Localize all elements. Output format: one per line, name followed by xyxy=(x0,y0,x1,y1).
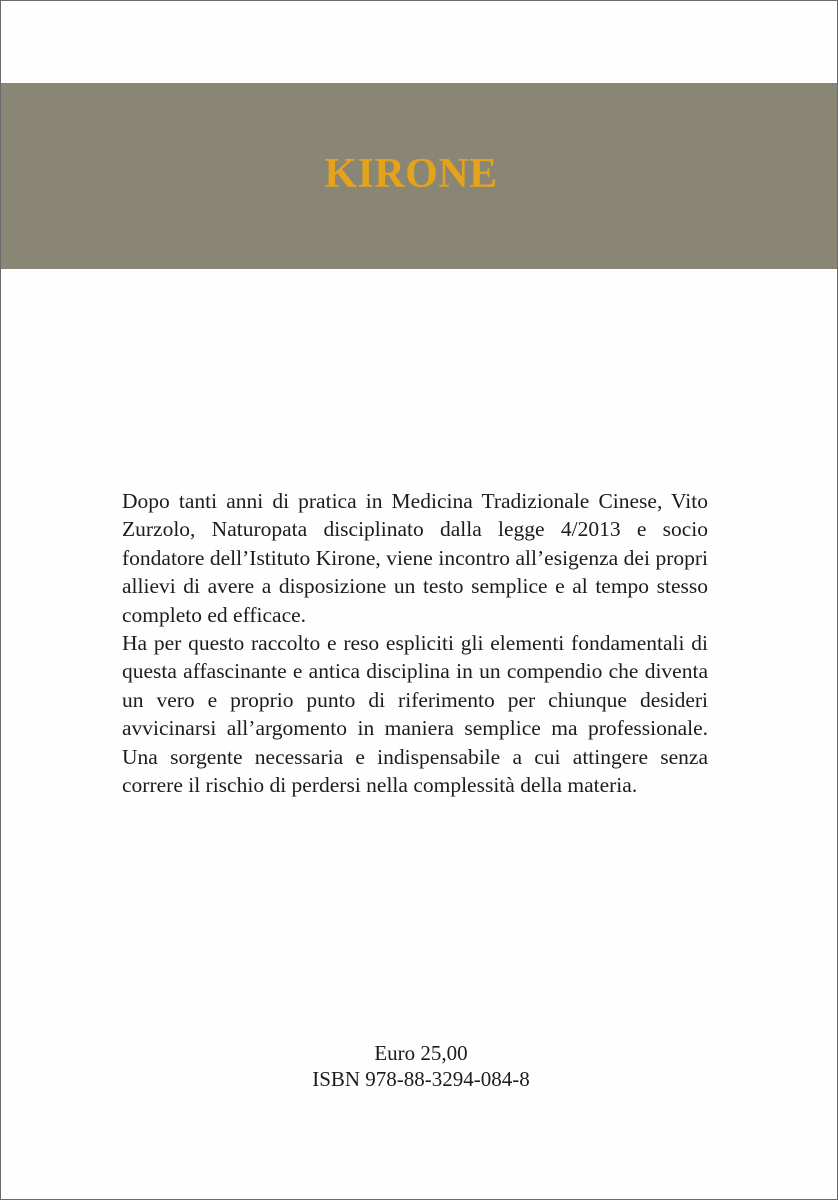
blurb-paragraph-2: Ha per questo raccolto e reso espliciti gli elementi fondamentali di questa affascinante e antica disciplina in un compendio che diventa un vero e proprio punto di riferimento per chiunque desideri avvicinarsi all’argomento in maniera semplice ma professionale. Una sorgente necessaria e indispensabile a cui attingere senza correre il rischio di perdersi nella complessità della materia. xyxy=(122,631,708,798)
publisher-name: KIRONE xyxy=(324,151,498,197)
isbn: ISBN 978-88-3294-084-8 xyxy=(312,1067,530,1091)
price: Euro 25,00 xyxy=(374,1041,468,1065)
price-block xyxy=(251,1040,591,1092)
blurb-paragraph-1: Dopo tanti anni di pratica in Medicina Tradizionale Cinese, Vito Zurzolo, Naturopata disciplinato dalla legge 4/2013 e socio fondatore dell’Istituto Kirone, viene incontro all’esigenza dei propri allievi di avere a disposizione un testo semplice e al tempo stesso completo ed efficace. xyxy=(122,489,708,627)
blurb-text xyxy=(122,487,708,799)
